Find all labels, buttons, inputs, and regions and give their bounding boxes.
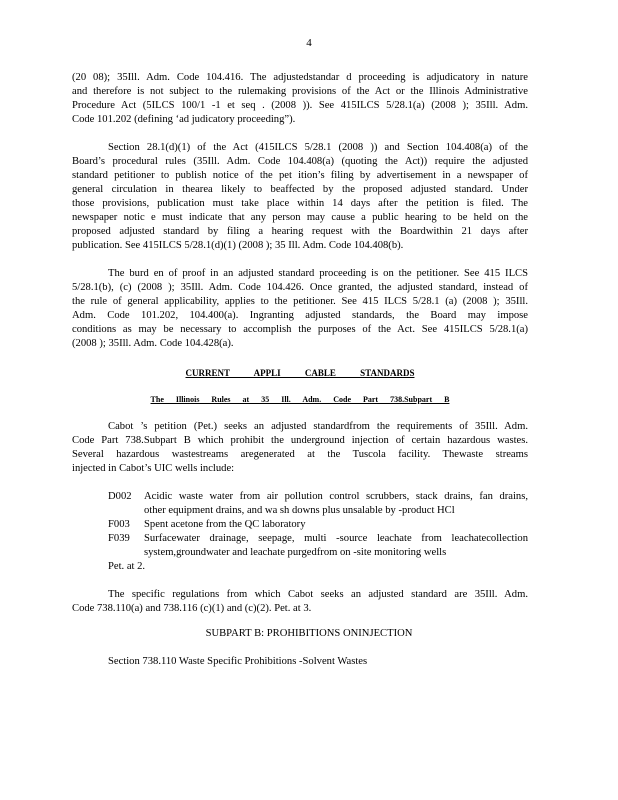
waste-code: D002 xyxy=(108,491,132,502)
waste-stream-list xyxy=(108,490,528,574)
subheading-illinois-rules: The Illinois Rules at 35 Ill. Adm. Code Part 738.Subpart B xyxy=(150,395,450,404)
text-line: those provisions, publication must take place within 14 days after the petition is filed. The xyxy=(72,198,528,209)
section-heading-current-standards: CURRENT APPLI CABLE STANDARDS xyxy=(185,368,415,378)
text-line: (2008 ); 35Ill. Adm. Code 104.428(a). xyxy=(72,338,234,349)
text-line: the rule of general applicability, applies to the petitioner. See 415 ILCS 5/28.1 (a) (2008 ); 35Ill. xyxy=(72,296,528,307)
text-line: (20 08); 35Ill. Adm. Code 104.416. The adjustedstandar d proceeding is adjudicatory in nature xyxy=(72,72,528,83)
waste-description xyxy=(144,518,528,532)
paragraph-burden-of-proof xyxy=(72,267,528,351)
paragraph-adjudicatory xyxy=(72,71,528,127)
waste-list-item xyxy=(108,490,528,518)
text-line: Spent acetone from the QC laboratory xyxy=(144,519,306,530)
paragraph-notice xyxy=(72,141,528,253)
text-line: newspaper notic e must indicate that any person may cause a public hearing to be held on the xyxy=(72,212,528,223)
text-line: Procedure Act (5ILCS 100/1 -1 et seq . (2008 )). See 415ILCS 5/28.1(a) (2008 ); 35Ill. Adm. xyxy=(72,100,528,111)
text-line: The burd en of proof in an adjusted standard proceeding is on the petitioner. See 415 ILCS xyxy=(108,268,528,279)
waste-list-item xyxy=(108,532,528,560)
text-line: standard petitioner to publish notice of the pet ition’s filing by advertisement in a newspaper of xyxy=(72,170,528,181)
text-line: other equipment drains, and wa sh downs plus unsalable by -product HCl xyxy=(144,505,455,516)
paragraph-specific-regulations xyxy=(72,588,528,616)
text-line: The specific regulations from which Cabot seeks an adjusted standard are 35Ill. Adm. xyxy=(108,589,528,600)
list-citation: Pet. at 2. xyxy=(108,561,146,572)
waste-description xyxy=(144,532,528,560)
text-line: Acidic waste water from air pollution control scrubbers, stack drains, fan drains, xyxy=(144,491,528,502)
text-line: conditions as may be necessary to accomplish the purposes of the Act. See 415ILCS 5/28.1(a) xyxy=(72,324,528,335)
text-line: proposed adjusted standard by filing a hearing request with the Boardwithin 21 days after xyxy=(72,226,528,237)
section-heading: Section 738.110 Waste Specific Prohibitions -Solvent Wastes xyxy=(108,656,368,667)
text-line: Board’s procedural rules (35Ill. Adm. Code 104.408(a) (quoting the Act)) require the adjusted xyxy=(72,156,528,167)
text-line: Cabot ’s petition (Pet.) seeks an adjusted standardfrom the requirements of 35Ill. Adm. xyxy=(108,421,528,432)
text-line: Surfacewater drainage, seepage, multi -source leachate from leachatecollection xyxy=(144,533,528,544)
waste-list-item xyxy=(108,518,528,532)
text-line: Several hazardous wastestreams aregenerated at the Tuscola facility. Thewaste streams xyxy=(72,449,528,460)
text-line: general circulation in thearea likely to beaffected by the proposed adjusted standard. Under xyxy=(72,184,528,195)
text-line: injected in Cabot’s UIC wells include: xyxy=(72,463,235,474)
waste-code: F039 xyxy=(108,533,130,544)
waste-code: F003 xyxy=(108,519,130,530)
text-line: system,groundwater and leachate purgedfrom on -site monitoring wells xyxy=(144,547,447,558)
text-line: Code 738.110(a) and 738.116 (c)(1) and (c)(2). Pet. at 3. xyxy=(72,603,312,614)
text-line: publication. See 415ILCS 5/28.1(d)(1) (2008 ); 35 Ill. Adm. Code 104.408(b). xyxy=(72,240,404,251)
waste-description xyxy=(144,490,528,518)
subpart-heading: SUBPART B: PROHIBITIONS ONINJECTION xyxy=(205,628,413,639)
text-line: 5/28.1(b), (c) (2008 ); 35Ill. Adm. Code 104.426. Once granted, the adjusted standard, instead of xyxy=(72,282,528,293)
paragraph-petition xyxy=(72,420,528,476)
text-line: Code Part 738.Subpart B which prohibit the underground injection of certain hazardous wastes. xyxy=(72,435,528,446)
page-number: 4 xyxy=(306,37,312,49)
text-line: and therefore is not subject to the rulemaking provisions of the Act or the Illinois Administrative xyxy=(72,86,528,97)
text-line: Section 28.1(d)(1) of the Act (415ILCS 5/28.1 (2008 )) and Section 104.408(a) of the xyxy=(108,142,528,153)
text-line: Code 101.202 (defining ‘ad judicatory proceeding”). xyxy=(72,114,296,125)
text-line: Adm. Code 101.202, 104.400(a). Ingranting adjusted standards, the Board may impose xyxy=(72,310,528,321)
